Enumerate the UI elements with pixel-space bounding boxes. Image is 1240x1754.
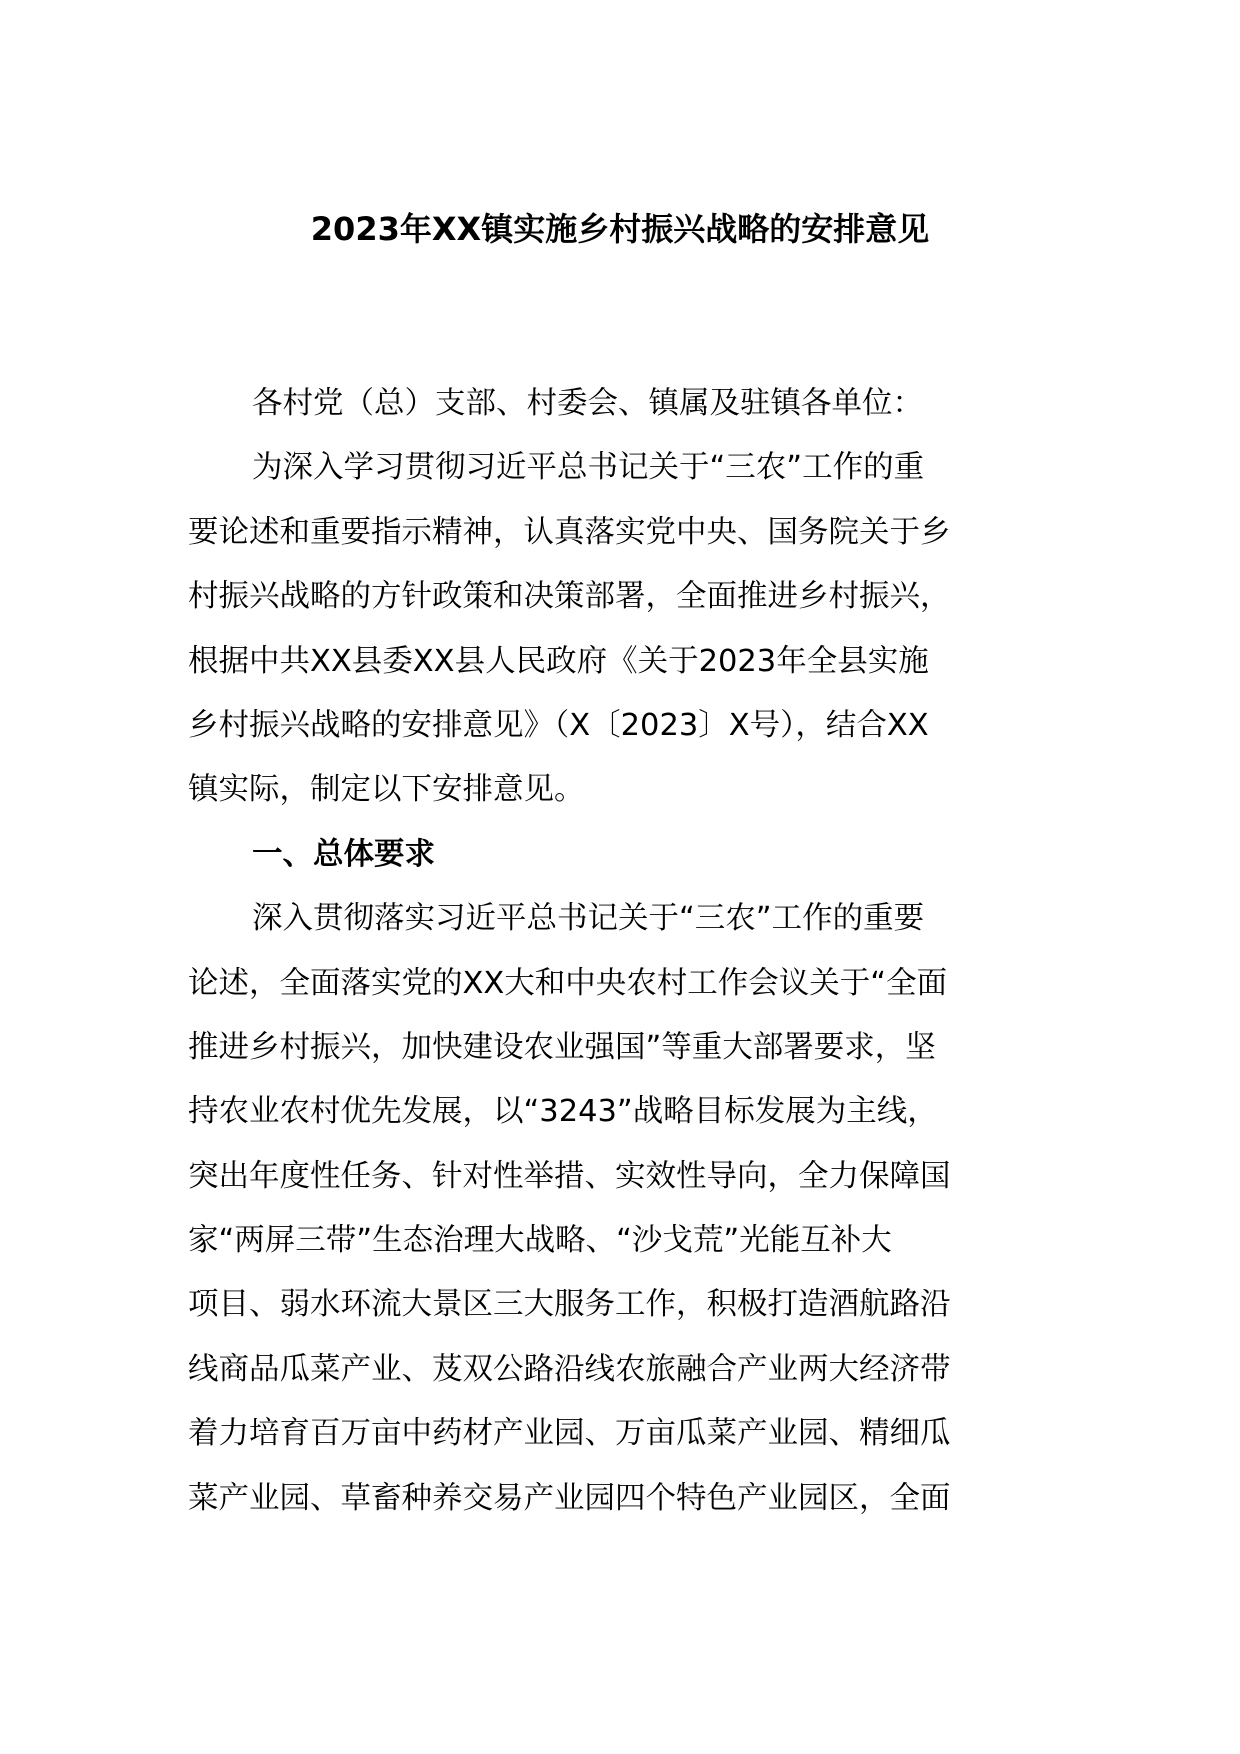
paragraph-line: 突出年度性任务、针对性举措、实效性导向，全力保障国 <box>188 1158 951 1194</box>
paragraph-line: 菜产业园、草畜种养交易产业园四个特色产业园区，全面 <box>188 1480 951 1516</box>
salutation-line: 各村党（总）支部、村委会、镇属及驻镇各单位： <box>252 386 923 421</box>
paragraph-line: 村振兴战略的方针政策和决策部署，全面推进乡村振兴， <box>188 579 951 615</box>
document-title: 2023年XX镇实施乡村振兴战略的安排意见 <box>310 210 930 248</box>
paragraph-line: 着力培育百万亩中药材产业园、万亩瓜菜产业园、精细瓜 <box>188 1416 951 1452</box>
paragraph-line: 深入贯彻落实习近平总书记关于“三农”工作的重要 <box>252 901 925 937</box>
paragraph-line: 乡村振兴战略的安排意见》（X〔2023〕X号），结合XX <box>188 707 929 743</box>
paragraph-line: 项目、弱水环流大景区三大服务工作，积极打造酒航路沿 <box>188 1287 951 1323</box>
paragraph-line: 推进乡村振兴，加快建设农业强国”等重大部署要求，坚 <box>188 1029 936 1065</box>
section-heading: 一、总体要求 <box>252 836 435 872</box>
paragraph-line: 根据中共XX县委XX县人民政府《关于2023年全县实施 <box>188 643 929 679</box>
paragraph-line: 线商品瓜菜产业、芨双公路沿线农旅融合产业两大经济带 <box>188 1351 951 1387</box>
paragraph-line: 要论述和重要指示精神，认真落实党中央、国务院关于乡 <box>188 514 951 550</box>
paragraph-line: 持农业农村优先发展，以“3243”战略目标发展为主线， <box>188 1094 938 1130</box>
paragraph-line: 镇实际，制定以下安排意见。 <box>188 772 585 808</box>
paragraph-line: 为深入学习贯彻习近平总书记关于“三农”工作的重 <box>252 450 925 486</box>
paragraph-line: 家“两屏三带”生态治理大战略、“沙戈荒”光能互补大 <box>188 1223 892 1259</box>
document-body <box>188 372 1060 1531</box>
paragraph-line: 论述，全面落实党的XX大和中央农村工作会议关于“全面 <box>188 965 948 1001</box>
